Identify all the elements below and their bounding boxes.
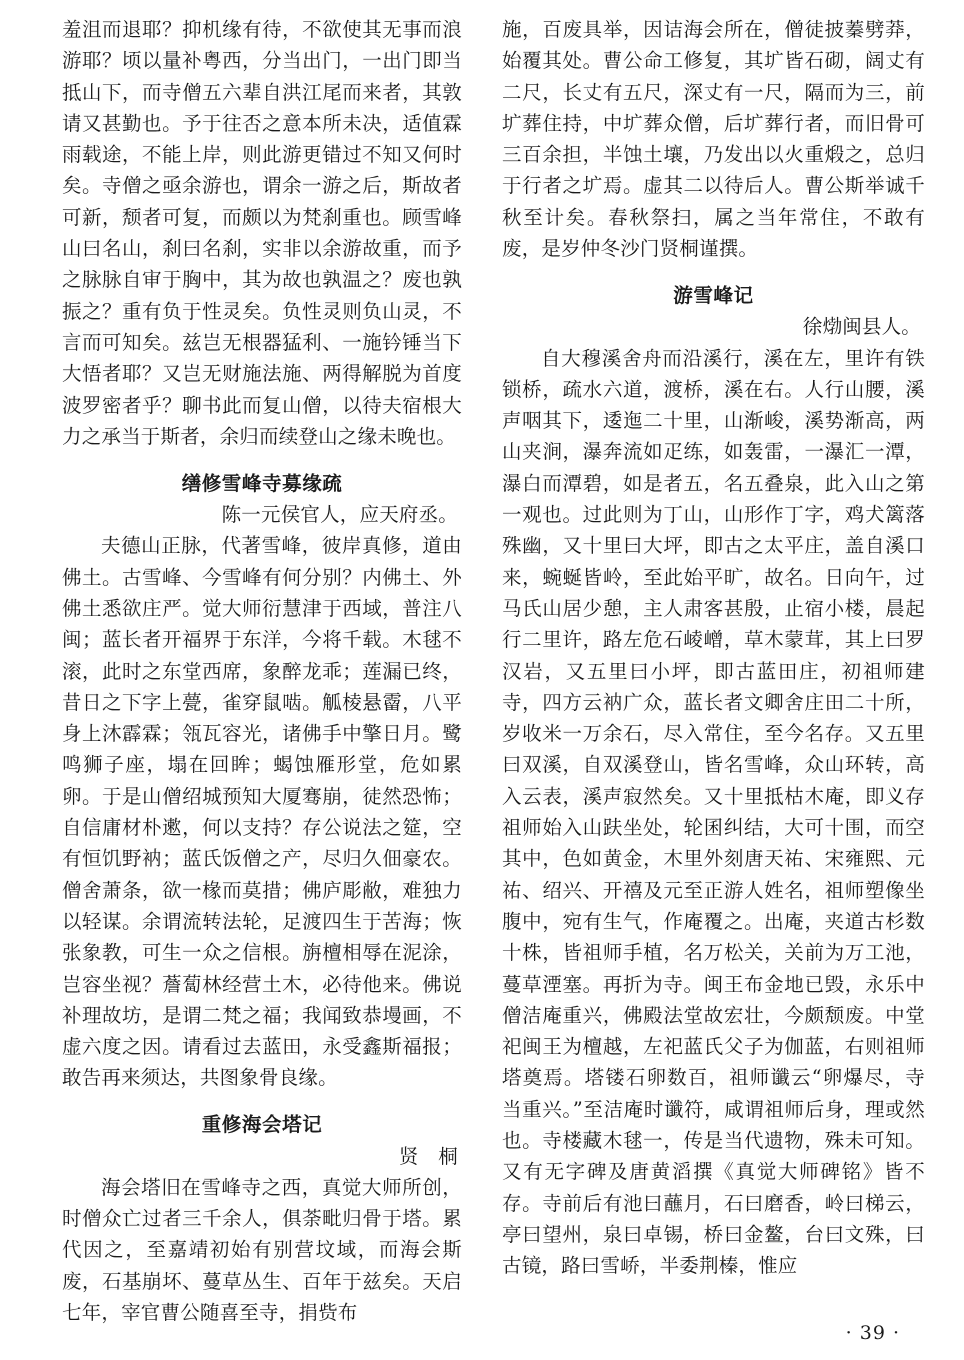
- intro-paragraph: 羞沮而退耶？抑机缘有待，不欲使其无事而浪游耶？顷以量补粤西，分当出门，一出门即当抵山下，而寺僧五六辈自洪江尾而来者，其敦请又甚勤也。予于往否之意本所未决，适值霖雨载途，不能上岸，则此游更错过不知又何时矣。寺僧之亟余游也，谓余一游之后，斯故者可新，颓者可复，而颇以为梵刹重也。顾雪峰山曰名山，刹曰名刹，实非以余游故重，而予之脉脉自审于胸中，其为故也孰温之？废也孰振之？重有负于性灵矣。负性灵则负山灵，不言而可知矣。兹岂无根器猛利、一施钤锤当下大悟者耶？又岂无财施法施、两得解脱为首度波罗密者乎？聊书此而复山僧，以待夫宿根大力之承当于斯者，余归而续登山之缘未晚也。: [62, 18, 462, 448]
- right-column: [502, 14, 925, 1281]
- continued-paragraph: 施，百废具举，因诘海会所在，僧徒披蓁劈莽，始覆其处。曹公命工修复，其圹皆石砌，阔丈有二尺，长丈有五尺，深丈有一尺，隔而为三，前圹葬住持，中圹葬众僧，后圹葬行者，而旧骨可三百余担，半蚀土壤，乃发出以火重煅之，总归于行者之圹焉。虚其二以待后人。曹公斯举诚千秋至计矣。春秋祭扫，属之当年常住，不敢有废，是岁仲冬沙门贤桐谨撰。: [502, 18, 925, 261]
- section-title-fundraising-appeal: 缮修雪峰寺募缘疏: [181, 471, 343, 495]
- section-body: 自大穆溪舍舟而沿溪行，溪在左，里许有铁锁桥，疏水六道，渡桥，溪在右。人行山腰，溪声咽其下，逶迤二十里，山渐峻，溪势渐高，两山夹涧，瀑奔流如疋练，如轰雷，一瀑汇一潭，瀑白而潭碧，如是者五，名五叠泉，此入山之第一观也。过此则为丁山，山形作丁字，鸡犬篱落殊幽，又十里曰大坪，即古之太平庄，盖自溪口来，蜿蜒皆岭，至此始平旷，故名。日向午，过马氏山居少憩，主人肃客甚殷，止宿小楼，晨起行二里许，路左危石崚嶒，草木蒙茸，其上曰罗汉岩，又五里曰小坪，即古蓝田庄，初祖师建寺，四方云衲广众，蓝长者文卿舍庄田二十所，岁收米一万余石，尽入常住，至今名存。又五里曰双溪，自双溪登山，皆名雪峰，众山环转，高入云表，溪声寂然矣。又十里抵枯木庵，即义存祖师始入山趺坐处，轮囷纠结，大可十围，而空其中，色如黄金，木里外刻唐天祐、宋雍熙、元祐、绍兴、开禧及元至正游人姓名，祖师塑像坐腹中，宛有生气，作庵覆之。出庵，夹道古杉数十株，皆祖师手植，名万松关，关前为万工池，蔓草湮塞。再折为寺。闽王布金地已毁，永乐中僧洁庵重兴，佛殿法堂故宏壮，今颇颓废。中堂祀闽王为檀越，左祀蓝氏父子为伽蓝，右则祖师塔奠焉。塔镂石卵数百，祖师谶云“卵爆尽，寺当重兴。”至洁庵时谶符，咸谓祖师后身，理或然也。寺楼藏木毬一，传是当代遗物，殊未可知。又有无字碑及唐黄滔撰《真觉大师碑铭》皆不存。寺前后有池曰蘸月，石曰磨香，岭曰梯云，亭曰望州，泉曰卓锡，桥曰金鳌，台曰文殊，曰古镜，路曰雪峤，半委荆榛，惟应: [502, 346, 925, 1278]
- section-body: 海会塔旧在雪峰寺之西，真觉大师所创，时僧众亡过者三千余人，俱荼毗归骨于塔。累代因之，至嘉靖初始有别营坟域，而海会斯废，石基崩坏、蔓草丛生、百年于兹矣。天启七年，宰官曹公随喜至寺，捐赀布: [62, 1175, 462, 1325]
- left-column: [62, 14, 462, 1328]
- section-body: 夫德山正脉，代著雪峰，彼岸真修，道由佛土。古雪峰、今雪峰有何分别？内佛土、外佛土悉欲庄严。觉大师衍慧津于西域，普注八闽；蓝长者开福界于东洋，今将千载。木毬不滚，此时之东堂西席，象醉龙乖；莲漏已终，昔日之下字上甍，雀穿鼠啮。觚棱悬霤，八平身上沐霹霖；瓴瓦容光，诸佛手中擎日月。鹭鸣狮子座，塌在回眸；蝎蚀雁形堂，危如累卵。于是山僧绍城预知大厦骞崩，徒然恐怖；自信庸材朴遬，何以支持？存公说法之筵，空有恒饥野衲；蓝氏饭僧之产，尽归久佃豪农。僧舍萧条，欲一椽而莫措；佛庐彫敝，难独力以轻谋。余谓流转法轮，足渡四生于苦海；恢张象教，可生一众之信根。旃檀相辱在泥涂，岂容坐视？薝蔔林经营土木，必待他来。佛说补理故坊，是谓二梵之福；我闻致恭墁画，不虚六度之因。请看过去蓝田，永受鑫斯福报；敢告再来须达，共图象骨良缘。: [62, 534, 462, 1090]
- section-author: 徐𤊹闽县人。: [802, 315, 921, 339]
- page-number: · 39 ·: [845, 1322, 900, 1344]
- section-author: 贤 桐: [398, 1144, 458, 1168]
- section-title-pagoda-record: 重修海会塔记: [201, 1113, 323, 1137]
- section-title-travel-record: 游雪峰记: [673, 283, 754, 307]
- section-author: 陈一元侯官人，应天府丞。: [221, 503, 458, 527]
